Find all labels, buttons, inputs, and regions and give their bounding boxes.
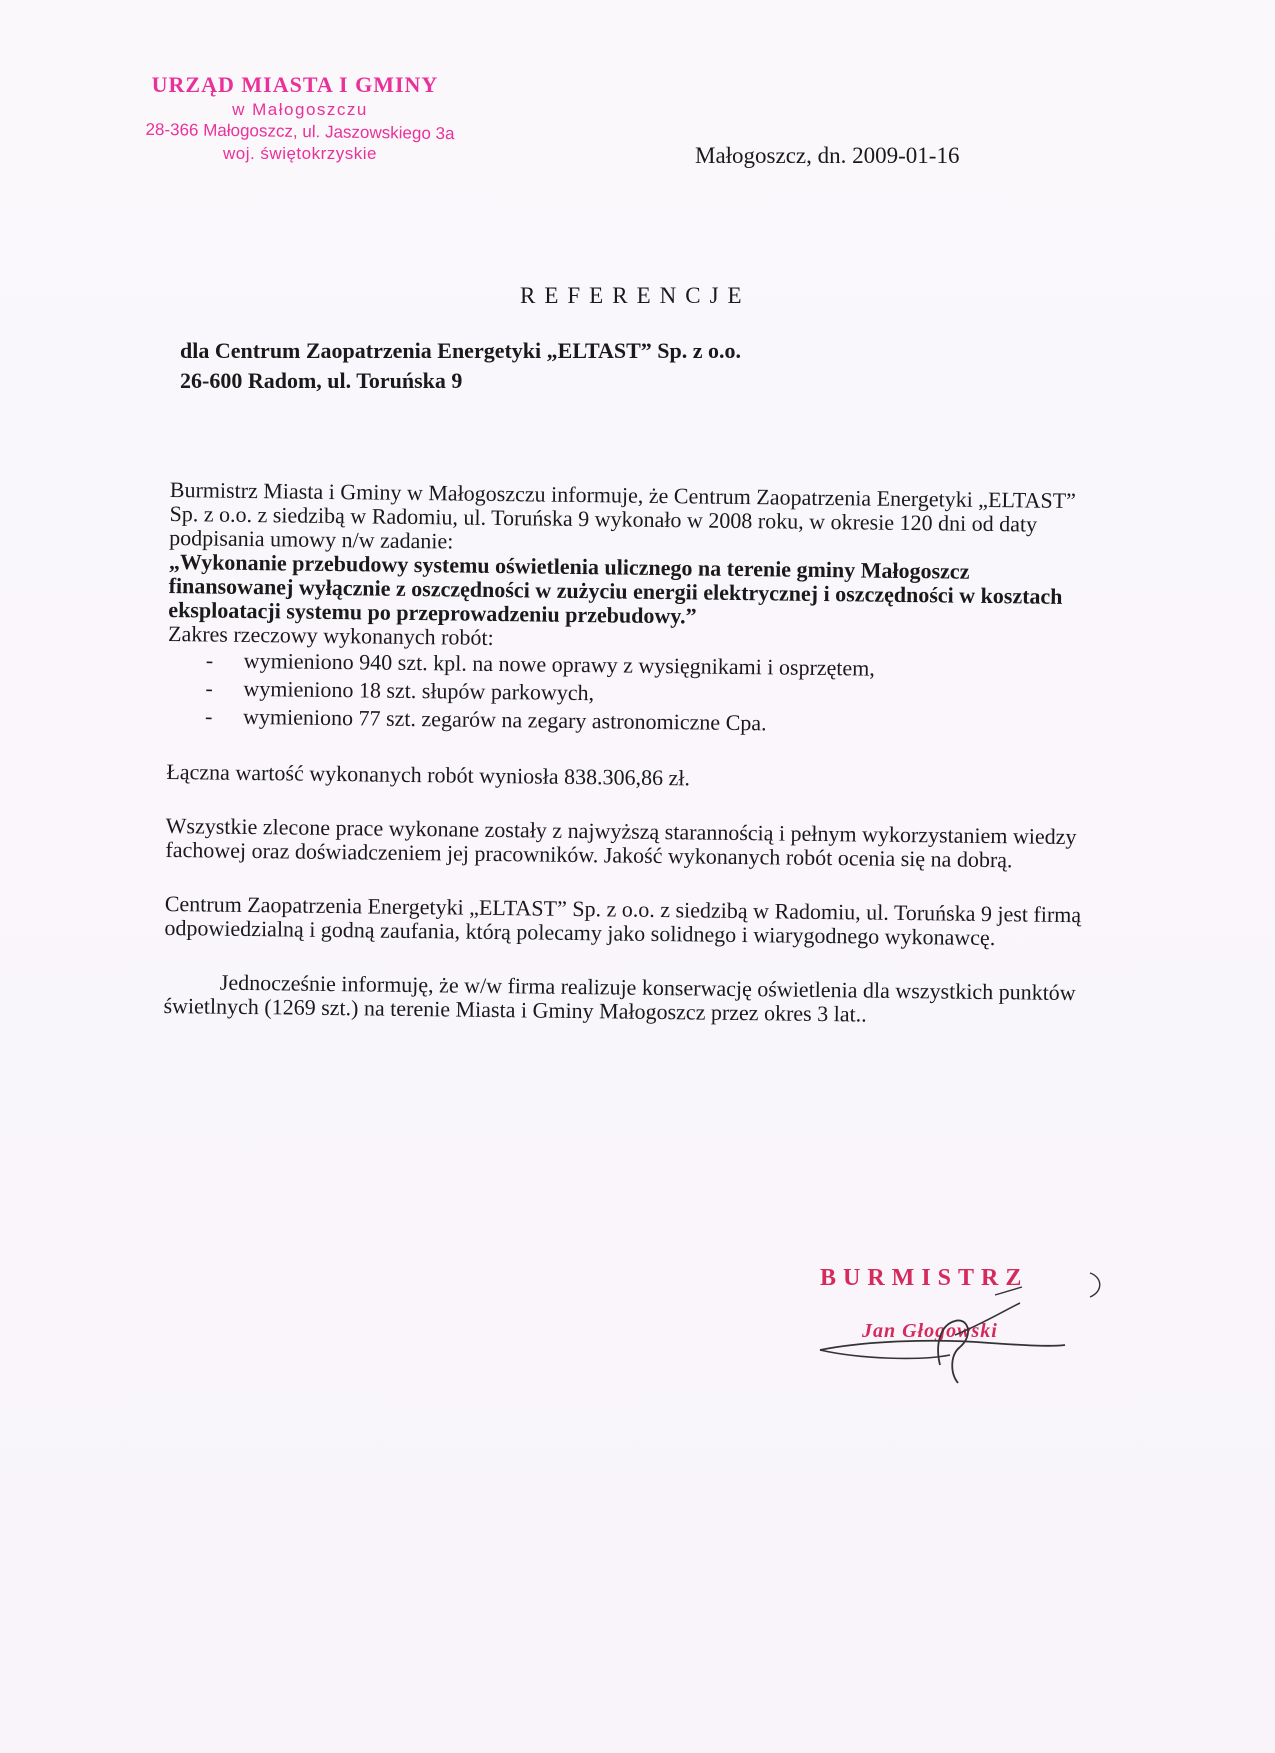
scope-list	[167, 646, 1098, 741]
maintenance-paragraph: Jednocześnie informuję, że w/w firma realizuje konserwację oświetlenia dla wszystkich punktów świetlnych (1269 szt.) na terenie Miasta i Gminy Małogoszcz przez okres 3 lat..	[163, 969, 1076, 1027]
recommendation-paragraph: Centrum Zaopatrzenia Energetyki „ELTAST” Sp. z o.o. z siedzibą w Radomiu, ul. Toruńska 9 jest firmą odpowiedzialną i godną zaufania, którą polecamy jako solidnego i wiarygodnego wykonawcę.	[164, 890, 1082, 951]
intro-paragraph: Burmistrz Miasta i Gminy w Małogoszczu informuje, że Centrum Zaopatrzenia Energetyki „ELTAST” Sp. z o.o. z siedzibą w Radomiu, ul. Toruńska 9 wykonało w 2008 roku, w okresie 120 dni od daty podpisania umowy n/w zadanie:	[169, 477, 1077, 554]
scope-item: - wymieniono 940 szt. kpl. na nowe oprawy z wysięgnikami i osprzętem,	[206, 646, 1098, 685]
scope-item: - wymieniono 18 szt. słupów parkowych,	[205, 674, 1097, 713]
quality-paragraph: Wszystkie zlecone prace wykonane zostały z najwyższą starannością i pełnym wykorzystaniem wiedzy fachowej oraz doświadczeniem jej pracowników. Jakość wykonanych robót ocenia się na dobrą.	[165, 812, 1077, 873]
total-value: Łączna wartość wykonanych robót wyniosła 838.306,86 zł.	[166, 758, 691, 791]
document-title: REFERENCJE	[520, 283, 751, 308]
stamp-office-name: URZĄD MIASTA I GMINY	[151, 72, 439, 97]
letter-body	[163, 478, 1100, 1029]
signature-title: BURMISTRZ	[820, 1265, 1029, 1291]
handwritten-signature-icon	[790, 1255, 1110, 1395]
recipient-address: 26-600 Radom, ul. Toruńska 9	[180, 368, 463, 393]
signature-name: Jan Głogowski	[862, 1320, 998, 1342]
recipient-name: dla Centrum Zaopatrzenia Energetyki „ELTAST” Sp. z o.o.	[180, 338, 742, 363]
place-date: Małogoszcz, dn. 2009-01-16	[695, 143, 960, 168]
stamp-location: w Małogoszczu	[232, 100, 368, 119]
task-description: „Wykonanie przebudowy systemu oświetlenia ulicznego na terenie gminy Małogoszcz finansowanej wyłącznie z oszczędności w zużyciu energii elektrycznej i oszczędności w kosztach eksploatacji systemu po przeprowadzeniu przebudowy.”	[168, 548, 1063, 629]
scope-item: - wymieniono 77 szt. zegarów na zegary astronomiczne Cpa.	[205, 702, 1097, 741]
scope-label: Zakres rzeczowy wykonanych robót:	[167, 620, 494, 650]
stamp-address: 28-366 Małogoszcz, ul. Jaszowskiego 3a	[145, 119, 455, 144]
recipient-block	[180, 336, 741, 396]
signature-stamp	[820, 1265, 1080, 1375]
stamp-province: woj. świętokrzyskie	[222, 144, 378, 163]
office-stamp	[130, 72, 470, 164]
